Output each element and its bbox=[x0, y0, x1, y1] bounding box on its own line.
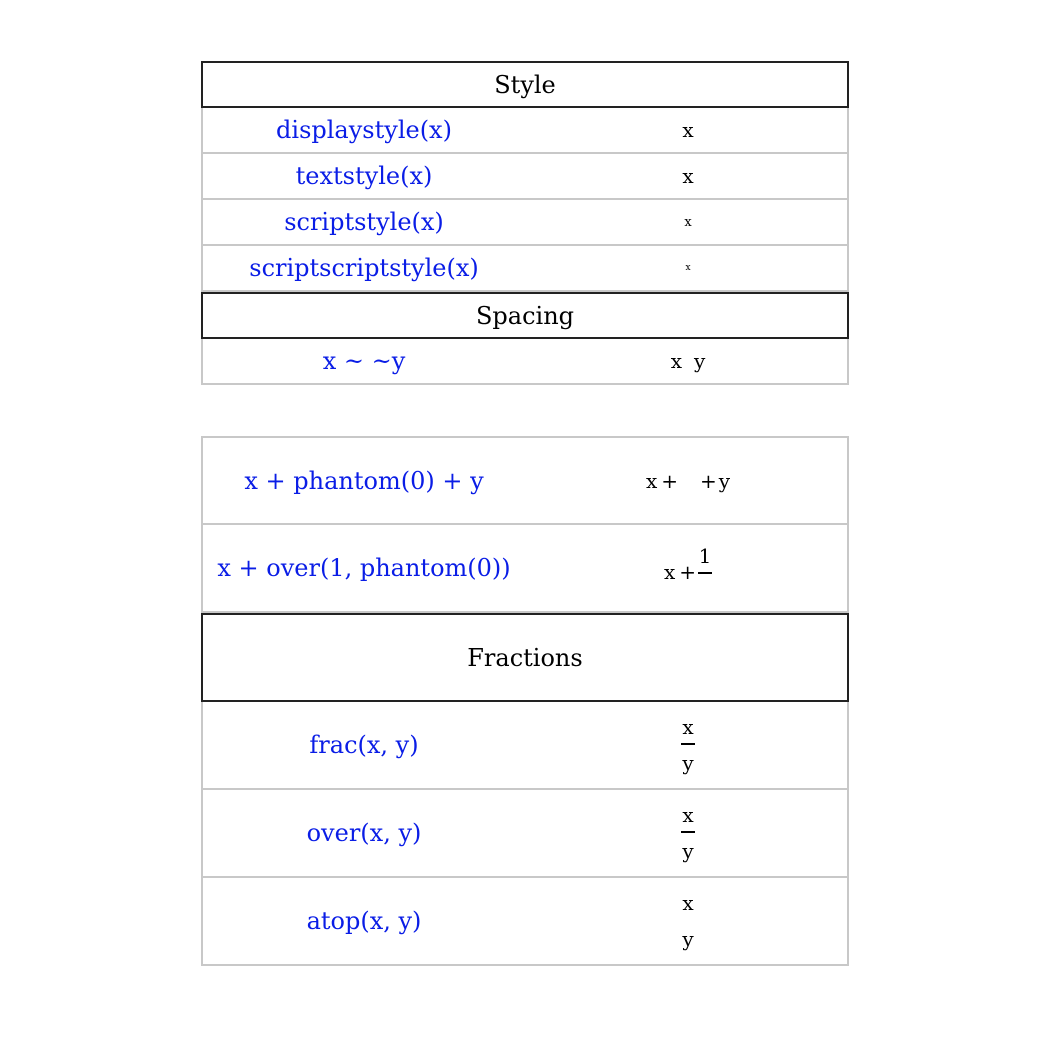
fraction-denominator: y bbox=[682, 751, 694, 775]
fraction-denominator: y bbox=[682, 927, 694, 951]
fraction-over-phantom bbox=[698, 546, 712, 574]
fraction-bar bbox=[681, 831, 695, 833]
expr-scriptscriptstyle: scriptscriptstyle(x) bbox=[249, 254, 479, 282]
table-row bbox=[201, 246, 849, 292]
fraction-numerator: x bbox=[682, 803, 694, 827]
result-phantom-x: x bbox=[645, 468, 658, 493]
fraction-bar bbox=[681, 743, 695, 745]
style-header-row bbox=[201, 61, 849, 108]
table-row bbox=[201, 339, 849, 385]
table-row bbox=[201, 108, 849, 154]
result-spacing-x: x bbox=[670, 349, 682, 373]
table-row bbox=[201, 790, 849, 878]
result-over bbox=[525, 805, 851, 861]
result-atop bbox=[525, 893, 851, 949]
result-over-x: x bbox=[663, 560, 676, 584]
fraction-numerator: x bbox=[682, 891, 694, 915]
result-frac bbox=[525, 717, 851, 773]
table-row bbox=[201, 154, 849, 200]
fraction-bar bbox=[698, 572, 712, 574]
table-row bbox=[201, 436, 849, 525]
result-phantom-plus2: + bbox=[699, 468, 717, 493]
expr-over-phantom: x + over(1, phantom(0)) bbox=[217, 554, 511, 582]
fractions-header: Fractions bbox=[467, 643, 583, 672]
result-phantom-plus1: + bbox=[661, 468, 678, 493]
table-row bbox=[201, 878, 849, 966]
fraction-frac bbox=[681, 717, 695, 773]
fraction-numerator: x bbox=[682, 715, 694, 739]
result-spacing bbox=[525, 349, 851, 373]
table-row bbox=[201, 702, 849, 790]
spacing-header-row bbox=[201, 292, 849, 339]
fractions-header-row bbox=[201, 613, 849, 702]
expr-textstyle: textstyle(x) bbox=[295, 162, 433, 190]
result-displaystyle: x bbox=[682, 118, 694, 142]
table-row bbox=[201, 525, 849, 613]
fraction-over bbox=[681, 805, 695, 861]
result-over-phantom bbox=[525, 544, 851, 584]
expr-over: over(x, y) bbox=[306, 819, 422, 847]
fraction-atop bbox=[682, 893, 693, 949]
result-scriptstyle: x bbox=[684, 214, 692, 230]
style-header: Style bbox=[494, 70, 556, 99]
expr-atop: atop(x, y) bbox=[306, 907, 422, 935]
result-spacing-y: y bbox=[693, 349, 706, 373]
phantom-fractions-table bbox=[201, 436, 849, 966]
fraction-numerator: 1 bbox=[698, 544, 712, 568]
fraction-denominator: y bbox=[682, 839, 694, 863]
expr-frac: frac(x, y) bbox=[309, 731, 419, 759]
expr-displaystyle: displaystyle(x) bbox=[276, 116, 452, 144]
result-phantom-y: y bbox=[718, 468, 731, 493]
result-scriptscriptstyle: x bbox=[685, 263, 691, 273]
spacing-header: Spacing bbox=[475, 301, 575, 330]
table-row bbox=[201, 200, 849, 246]
style-spacing-table bbox=[201, 61, 849, 385]
result-over-plus: + bbox=[679, 560, 697, 584]
expr-scriptstyle: scriptstyle(x) bbox=[284, 208, 444, 236]
expr-phantom: x + phantom(0) + y bbox=[244, 466, 484, 495]
result-textstyle: x bbox=[682, 164, 694, 188]
result-phantom bbox=[525, 469, 851, 493]
expr-spacing: x ~ ~y bbox=[322, 347, 406, 375]
